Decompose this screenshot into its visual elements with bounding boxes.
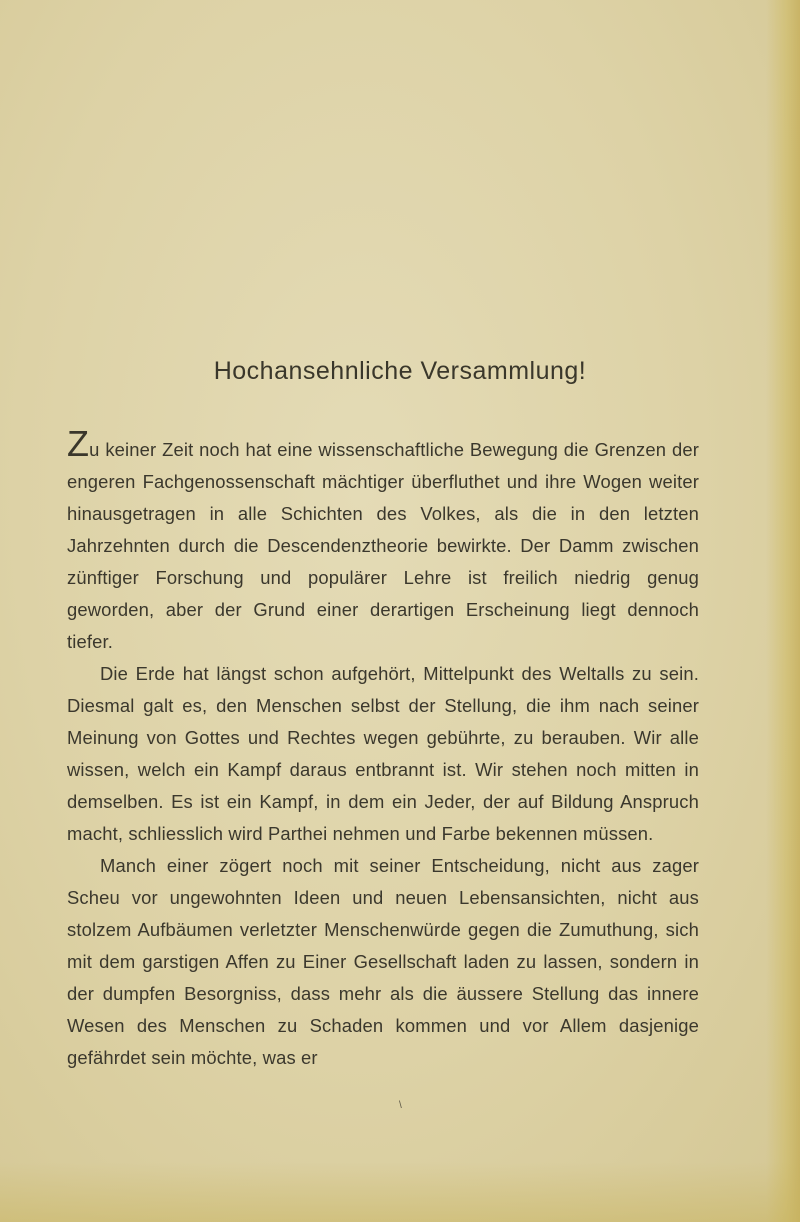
paragraph-3: Manch einer zögert noch mit seiner Entscheidung, nicht aus zager Scheu vor ungewohnten Ideen und neuen Lebensansichten, nicht aus stolzem Aufbäumen verletzter Menschenwürde gegen die Zumuthung, sich mit dem garstigen Affen zu Einer Gesellschaft laden zu lassen, sondern in der dumpfen Besorgniss, dass mehr als die äussere Stellung das innere Wesen des Menschen zu Schaden kommen und vor Allem dasjenige gefährdet sein möchte, was er [67, 855, 699, 1068]
page-edge-shadow-bottom [0, 1162, 800, 1222]
printer-mark: \ [399, 1100, 402, 1111]
body-text [67, 423, 699, 1074]
page-edge-shadow-right [766, 0, 800, 1222]
paragraph-1-text: u keiner Zeit noch hat eine wissenschaftliche Bewegung die Grenzen der engeren Fachgenossenschaft mächtiger überfluthet und ihre Wogen weiter hinausgetragen in alle Schichten des Volkes, als die in den letzten Jahrzehnten durch die Descendenztheorie bewirkte. Der Damm zwischen zünftiger Forschung und populärer Lehre ist freilich niedrig genug geworden, aber der Grund einer derartigen Erscheinung liegt dennoch tiefer. [67, 439, 699, 652]
paragraph-2: Die Erde hat längst schon aufgehört, Mittelpunkt des Weltalls zu sein. Diesmal galt es, den Menschen selbst der Stellung, die ihm nach seiner Meinung von Gottes und Rechtes wegen gebührte, zu berauben. Wir alle wissen, welch ein Kampf daraus entbrannt ist. Wir stehen noch mitten in demselben. Es ist ein Kampf, in dem ein Jeder, der auf Bildung Anspruch macht, schliesslich wird Parthei nehmen und Farbe bekennen müssen. [67, 663, 699, 844]
drop-cap-initial: Z [67, 423, 90, 464]
paragraph-1 [67, 423, 699, 658]
page-heading: Hochansehnliche Versammlung! [213, 357, 587, 385]
